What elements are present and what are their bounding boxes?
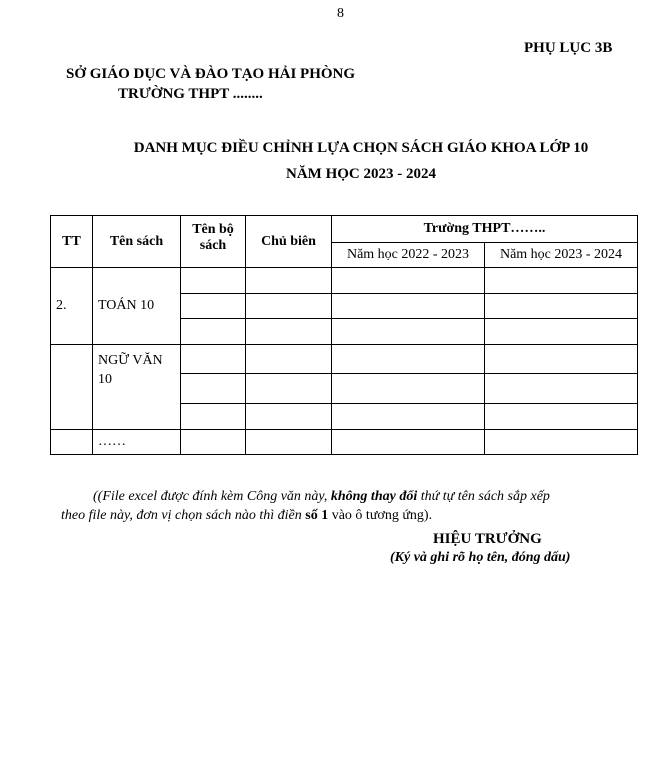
page-number: 8 bbox=[337, 6, 344, 21]
header-year-2022: Năm học 2022 - 2023 bbox=[332, 243, 485, 268]
header-book-name: Tên sách bbox=[93, 216, 181, 268]
cell-book-name: …… bbox=[93, 430, 181, 455]
cell-book-name: NGỮ VĂN 10 bbox=[93, 345, 181, 430]
signature-instruction: (Ký và ghi rõ họ tên, đóng dấu) bbox=[390, 550, 571, 565]
note-line-1: ((File excel được đính kèm Công văn này, không thay đổi thứ tự tên sách sắp xếp bbox=[93, 489, 550, 504]
signature-title: HIỆU TRƯỞNG bbox=[433, 531, 542, 547]
header-editor: Chủ biên bbox=[246, 216, 332, 268]
document-subtitle: NĂM HỌC 2023 - 2024 bbox=[286, 166, 436, 182]
header-book-set: Tên bộ sách bbox=[181, 216, 246, 268]
header-school: Trường THPT…….. bbox=[332, 216, 638, 243]
header-year-2023: Năm học 2023 - 2024 bbox=[485, 243, 638, 268]
cell-tt bbox=[51, 345, 93, 430]
department-name: SỞ GIÁO DỤC VÀ ĐÀO TẠO HẢI PHÒNG bbox=[66, 66, 356, 82]
appendix-label: PHỤ LỤC 3B bbox=[524, 40, 613, 56]
cell-tt: 2. bbox=[51, 268, 93, 345]
table-row bbox=[51, 268, 638, 294]
table-row bbox=[51, 430, 638, 455]
document-title: DANH MỤC ĐIỀU CHỈNH LỰA CHỌN SÁCH GIÁO KHOA LỚP 10 bbox=[133, 140, 589, 156]
table-row bbox=[51, 345, 638, 374]
cell-book-name: TOÁN 10 bbox=[93, 268, 181, 345]
header-tt: TT bbox=[51, 216, 93, 268]
note-line-2: theo file này, đơn vị chọn sách nào thì điền số 1 vào ô tương ứng). bbox=[61, 508, 433, 523]
cell-tt bbox=[51, 430, 93, 455]
textbook-table bbox=[50, 215, 638, 455]
school-name: TRƯỜNG THPT ........ bbox=[118, 86, 263, 102]
